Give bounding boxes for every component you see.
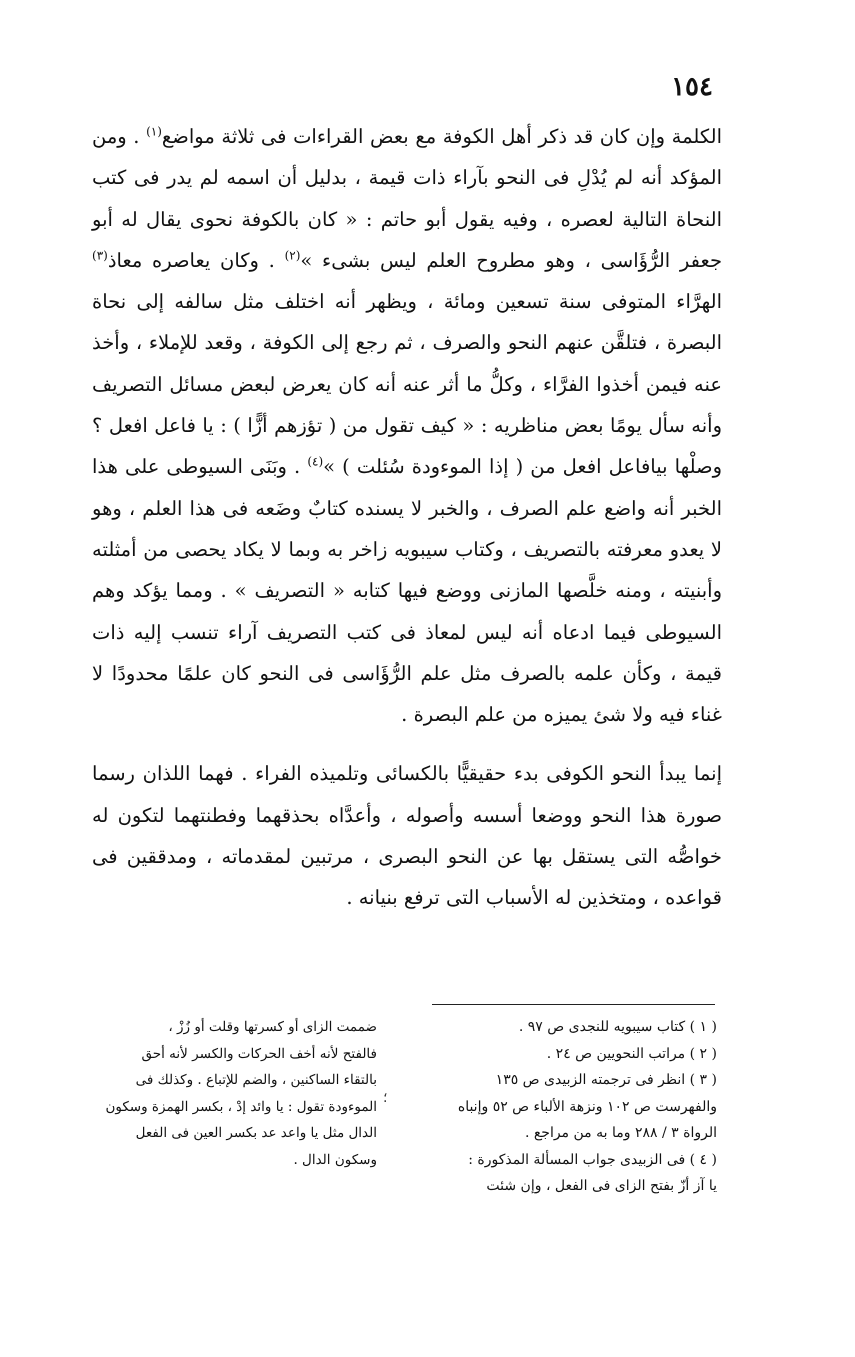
footnote-line: ( ٢ ) مراتب النحويين ص ٢٤ .: [546, 1045, 717, 1062]
text-segment: . ومن المؤكد أنه لم يُدْلِ فى النحو بآراء ذات قيمة ، بدليل أن اسمه لم يدر فى كتب النحاة التالية لعصره ، وفيه يقول أبو حاتم : « كان بالكوفة نحوى يقال له أبو جعفر الرُّؤَاسى ، وهو مطروح العلم ليس بشىء »: [92, 125, 722, 272]
body-text: [92, 116, 722, 919]
footnotes-column-right: [405, 1014, 717, 1200]
footnote-line: فالفتح لأنه أخف الحركات والكسر لأنه أحق: [141, 1045, 377, 1062]
footnote-ref-1: (١): [146, 124, 162, 139]
footnote-line: والفهرست ص ١٠٢ ونزهة الألباء ص ٥٢ وإنباه: [457, 1098, 717, 1115]
footnote-line: ضممت الزاى أو كسرتها وقلت أو زُزْ ،: [168, 1019, 377, 1035]
text-segment: الكلمة وإن كان قد ذكر أهل الكوفة مع بعض القراءات فى ثلاثة مواضع: [161, 125, 722, 148]
footnote-ref-2: (٢): [284, 248, 301, 263]
text-segment: الهرَّاء المتوفى سنة تسعين ومائة ، ويظهر أنه اختلف مثل سالفه إلى نحاة البصرة ، فتلقَّن عنهم النحو والصرف ، ثم رجع إلى الكوفة ، وقعد للإملاء ، وأخذ عنه فيمن أخذوا الفرَّاء ، وكلُّ ما أثر عنه أنه كان يعرض لبعض مسائل التصريف وأنه سأل يومًا بعض مناظريه : « كيف تقول من ( تؤزهم أزًّا ) : يا فاعل افعل ؟ وصلْها بيافاعل افعل من ( إذا الموءودة سُئلت ) »: [92, 290, 722, 479]
margin-mark: ؛: [383, 1090, 388, 1106]
footnote-line: يا آز أزّ بفتح الزاى فى الفعل ، وإن شئت: [486, 1178, 717, 1194]
footnote-line: ( ٣ ) انظر فى ترجمته الزبيدى ص ١٣٥: [495, 1072, 717, 1088]
text-segment: . وكان يعاصره معاذ: [107, 248, 285, 272]
footnote-line: الدال مثل يا واعد عد بكسر العين فى الفعل: [135, 1125, 377, 1141]
footnote-line: وسكون الدال .: [293, 1151, 377, 1168]
page-number: ١٥٤: [671, 72, 713, 102]
paragraph-2: [92, 753, 722, 918]
paragraph-1: [92, 116, 722, 735]
footnote-line: الرواة ٣ / ٢٨٨ وما به من مراجع .: [524, 1125, 717, 1141]
footnote-line: الموءودة تقول : يا وائد إدْ ، بكسر الهمزة وسكون: [105, 1098, 377, 1115]
footnote-ref-3: (٣): [92, 248, 108, 263]
footnote-line: ( ٤ ) فى الزبيدى جواب المسألة المذكورة :: [468, 1151, 717, 1168]
footnote-line: ( ١ ) كتاب سيبويه للنجدى ص ٩٧ .: [518, 1019, 717, 1035]
footnote-divider: [432, 1004, 715, 1005]
text-segment: . وبَنَى السيوطى على هذا الخبر أنه واضع علم الصرف ، والخبر لا يسنده كتابٌ وضَعه فى هذا العلم ، وهو لا يعدو معرفته بالتصريف ، وكتاب سيبويه زاخر به وبما لا يكاد يحصى من أمثلته وأبنيته ، ومنه خلَّصها المازنى ووضع فيها كتابه « التصريف » . ومما يؤكد وهم السيوطى فيما ادعاه أنه ليس لمعاذ فى كتب التصريف آراء تنسب إليه ذات قيمة ، وكأن علمه بالصرف مثل علم الرُّؤَاسى فى النحو كان علمًا محدودًا لا غناء فيه ولا شئ يميزه من علم البصرة .: [92, 455, 722, 727]
footnote-line: بالتقاء الساكنين ، والضم للإتباع . وكذلك فى: [135, 1072, 377, 1088]
footnotes-column-left: [92, 1014, 377, 1173]
footnote-ref-4: (٤): [307, 454, 324, 469]
text-segment: إنما يبدأ النحو الكوفى بدء حقيقيًّا بالكسائى وتلميذه الفراء . فهما اللذان رسما صورة هذا النحو ووضعا أسسه وأصوله ، وأعدَّاه بحذقهما وفطنتهما لتكون له خواصُّه التى يستقل بها عن النحو البصرى ، مرتبين لمقدماته ، ومدققين فى قواعده ، ومتخذين له الأسباب التى ترفع بنيانه .: [92, 762, 722, 910]
